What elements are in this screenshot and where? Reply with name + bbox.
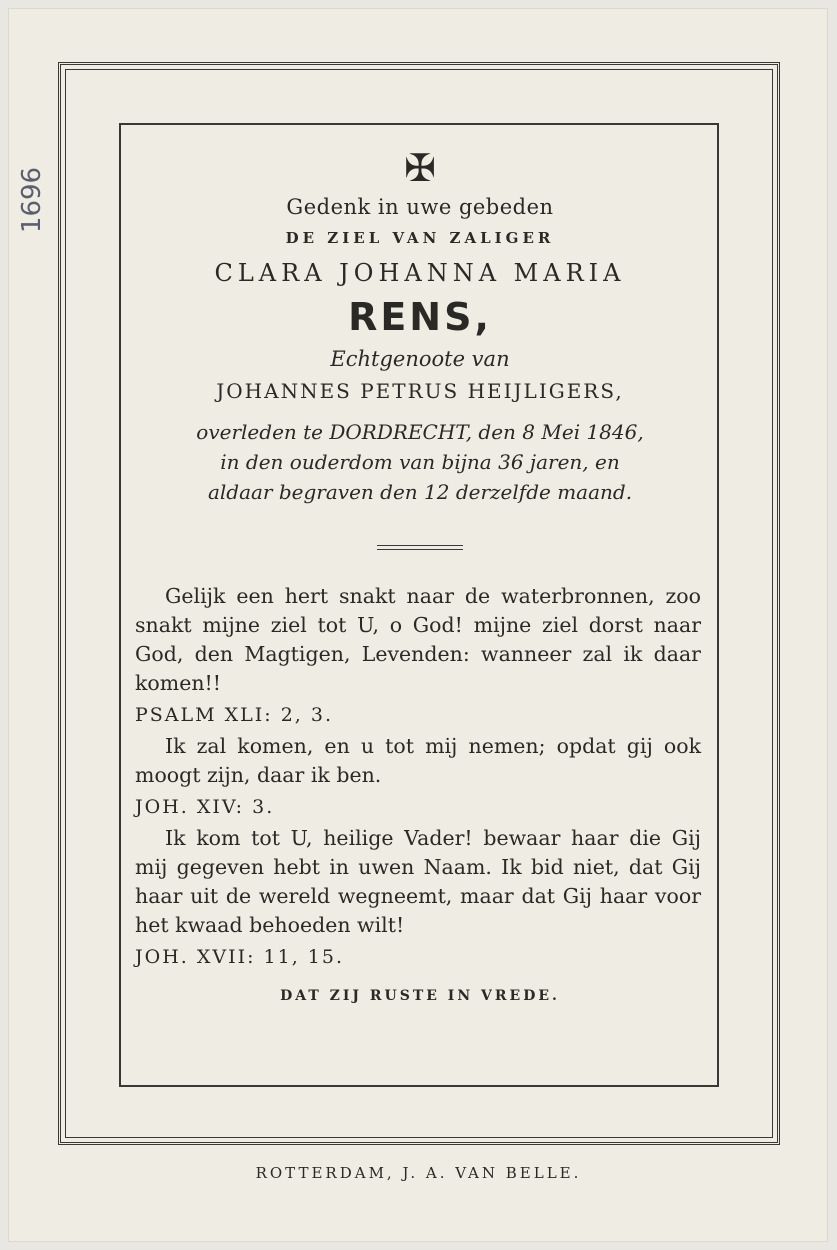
- spouse-name: JOHANNES PETRUS HEIJLIGERS,: [216, 379, 624, 403]
- handwritten-number: 1696: [17, 166, 47, 234]
- death-line-3: aldaar begraven den 12 derzelfde maand.: [207, 480, 633, 504]
- quote-3-ref: JOH. XVII: 11, 15.: [135, 946, 345, 968]
- spouse-label: Echtgenoote van: [330, 347, 510, 371]
- soul-line: DE ZIEL VAN ZALIGER: [285, 229, 555, 247]
- divider-rule: [377, 545, 463, 550]
- death-line-2: in den ouderdom van bijna 36 jaren, en: [220, 450, 620, 474]
- card-text: [135, 145, 705, 1004]
- quote-1-text: Gelijk een hert snakt naar de waterbronnen, zoo snakt mijne ziel tot U, o God! mijne ziel dorst naar God, den Magtigen, Levenden: wanneer zal ik daar komen!!: [135, 584, 701, 695]
- intro-line: Gedenk in uwe gebeden: [286, 195, 554, 219]
- cross-icon: ✠: [404, 146, 436, 190]
- quote-1-ref: PSALM XLI: 2, 3.: [135, 704, 334, 726]
- quote-2-ref: JOH. XIV: 3.: [135, 796, 275, 818]
- given-names: CLARA JOHANNA MARIA: [214, 259, 626, 287]
- quote-3-text: Ik kom tot U, heilige Vader! bewaar haar die Gij mij gegeven hebt in uwen Naam. Ik bid niet, dat Gij haar uit de wereld wegneemt, maar dat Gij haar voor het kwaad behoeden wilt!: [135, 826, 701, 937]
- surname: RENS,: [348, 295, 492, 339]
- death-details: [135, 417, 705, 507]
- closing-line: DAT ZIJ RUSTE IN VREDE.: [280, 988, 560, 1004]
- death-line-1: overleden te DORDRECHT, den 8 Mei 1846,: [196, 420, 644, 444]
- printer-imprint: ROTTERDAM, J. A. VAN BELLE.: [255, 1164, 582, 1182]
- quote-2-text: Ik zal komen, en u tot mij nemen; opdat gij ook moogt zijn, daar ik ben.: [135, 734, 701, 787]
- scripture-quotes: [135, 582, 705, 974]
